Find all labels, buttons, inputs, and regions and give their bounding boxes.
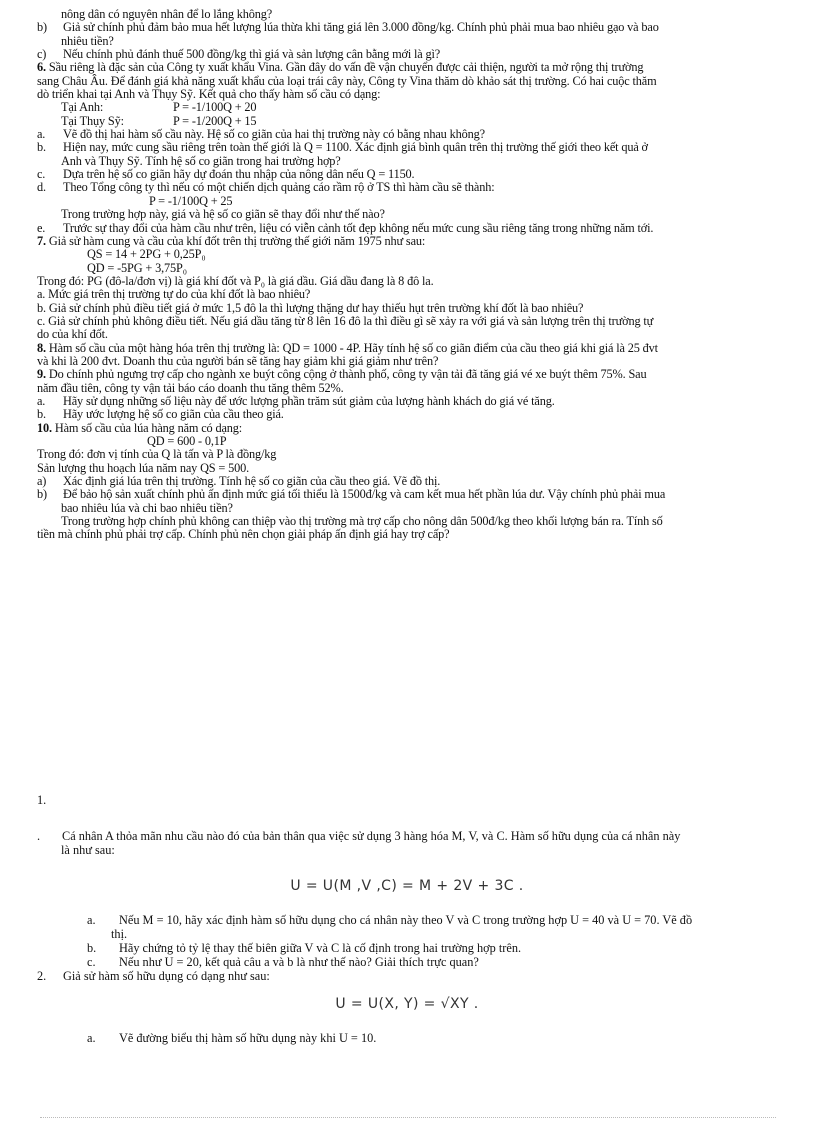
- text-line: Hiện nay, mức cung sầu riêng trên toàn thế giới là Q = 1100. Xác định giá bình quân trên thị trường thế giới theo kết quả ở: [63, 140, 648, 155]
- text-line: Anh và Thụy Sỹ. Tính hệ số co giãn trong hai trường hợp?: [61, 153, 341, 168]
- item-label: a.: [87, 1031, 96, 1045]
- question-number: 10.: [37, 420, 52, 435]
- text-line: Sản lượng thu hoạch lúa năm nay QS = 500.: [37, 460, 250, 475]
- text-line: Hàm số cầu của một hàng hóa trên thị trường là: QD = 1000 - 4P. Hãy tính hệ số co giãn điểm của cầu theo giá khi giá là 25 đvt: [48, 340, 658, 355]
- item-label: a.: [37, 127, 46, 142]
- equation: QS = 14 + 2PG + 0,25P₀: [87, 247, 206, 262]
- text-line: a. Mức giá trên thị trường tự do của khí đốt là bao nhiêu?: [37, 287, 311, 302]
- equation: QD = -5PG + 3,75P₀: [87, 260, 187, 275]
- question-number: 7.: [37, 233, 46, 248]
- text-line: nông dân có nguyên nhân để lo lắng không?: [61, 7, 273, 21]
- text-line: Do chính phủ ngưng trợ cấp cho ngành xe buýt công cộng ở thành phố, công ty vận tải đã tăng giá vé xe buýt thêm 75%. Sau: [48, 367, 647, 382]
- text-line: bao nhiêu lúa và chi bao nhiêu tiền?: [61, 500, 233, 515]
- text-line: Nếu như U = 20, kết quả câu a và b là như thế nào? Giải thích trực quan?: [119, 955, 479, 969]
- text-line: nhiêu tiền?: [61, 33, 114, 48]
- utility-equation-2: U = U(X, Y) = √XY .: [335, 996, 479, 1012]
- market-label: Tại Thụy Sỹ:: [61, 113, 124, 128]
- text-line: và khi là 200 đvt. Doanh thu của người bán sẽ tăng hay giảm khi giá giảm như trên?: [37, 353, 439, 368]
- text-line: Giả sử hàm cung và cầu của khí đốt trên thị trường thế giới năm 1975 như sau:: [48, 233, 426, 248]
- text-line: năm đầu tiên, công ty vận tải báo cáo doanh thu tăng thêm 52%.: [37, 380, 344, 395]
- item-label: a.: [87, 913, 96, 927]
- text-line: Hãy chứng tỏ tỷ lệ thay thế biên giữa V và C là cố định trong hai trường hợp trên.: [119, 941, 522, 955]
- item-label: c.: [87, 955, 96, 969]
- text-line: Hãy ước lượng hệ số co giãn của cầu theo giá.: [63, 407, 284, 422]
- utility-section: [37, 793, 777, 1045]
- text-line: Trong trường hợp chính phủ không can thiệp vào thị trường mà trợ cấp cho nông dân 500đ/kg theo khối lượng bán ra. Tính số: [61, 514, 663, 529]
- demand-uk: [37, 101, 777, 114]
- text-line: Sầu riêng là đặc sản của Công ty xuất khẩu Vina. Gần đây do vấn đề vận chuyển được cải thiện, người ta mở rộng thị trường: [48, 60, 644, 75]
- text-line: sang Châu Âu. Để đánh giá khả năng xuất khẩu của loại trái cây này, Công ty Vina thăm dò khảo sát thị trường. Có hai cuộc thăm: [37, 73, 657, 88]
- item-label: a): [37, 474, 47, 489]
- section-number: 2.: [37, 969, 47, 983]
- text-line: là như sau:: [61, 843, 115, 857]
- text-line: Vẽ đồ thị hai hàm số cầu này. Hệ số co giãn của hai thị trường này có bằng nhau không?: [63, 127, 485, 142]
- item-label: a.: [37, 393, 46, 408]
- text-line: Trong đó: đơn vị tính của Q là tấn và P là đồng/kg: [37, 447, 277, 462]
- market-label: Tại Anh:: [61, 100, 104, 115]
- equation: P = -1/100Q + 25: [149, 193, 233, 208]
- demand-switzerland: [37, 115, 777, 128]
- item-label: b.: [37, 140, 46, 155]
- text-line: Hãy sử dụng những số liệu này để ước lượng phần trăm sút giảm của lượng hành khách do giá vé tăng.: [63, 393, 555, 408]
- text-line: tiền mà chính phủ phải trợ cấp. Chính phủ nên chọn giải pháp ấn định giá hay trợ cấp?: [37, 527, 450, 542]
- utility-equation: U = U(M ,V ,C) = M + 2V + 3C .: [290, 878, 524, 894]
- text-line: c. Giả sử chính phủ không điều tiết. Nếu giá dầu tăng từ 8 lên 16 đô la thì điều gì sẽ xảy ra với giá và sản lượng trên thị trường tự: [37, 313, 654, 328]
- item-label: d.: [37, 180, 46, 195]
- question-number: 8.: [37, 340, 46, 355]
- equation: P = -1/200Q + 15: [173, 113, 257, 128]
- text-line: do của khí đốt.: [37, 327, 108, 342]
- text-line: Hàm số cầu của lúa hàng năm có dạng:: [54, 420, 243, 435]
- equation: QD = 600 - 0,1P: [147, 434, 227, 448]
- text-line: Trong trường hợp này, giá và hệ số co giãn sẽ thay đổi như thế nào?: [61, 207, 385, 222]
- item-label: b.: [87, 941, 97, 955]
- item-label: c): [37, 47, 47, 62]
- document-page: [37, 8, 777, 542]
- question-number: 9.: [37, 367, 46, 382]
- text-line: Nếu chính phủ đánh thuế 500 đồng/kg thì giá và sản lượng cân bằng mới là gì?: [63, 47, 441, 62]
- question-number: 6.: [37, 60, 46, 75]
- item-label: c.: [37, 167, 46, 182]
- equation: P = -1/100Q + 20: [173, 100, 257, 115]
- text-line: Giả sử hàm số hữu dụng có dạng như sau:: [63, 969, 270, 983]
- text-line: thị.: [111, 927, 128, 941]
- text-line: Xác định giá lúa trên thị trường. Tính hệ số co giãn của cầu theo giá. Vẽ đồ thị.: [63, 474, 441, 489]
- text-line: Trước sự thay đổi của hàm cầu như trên, liệu có viễn cảnh tốt đẹp không nếu mức cung sầu riêng tăng trong những năm tới.: [63, 220, 654, 235]
- page-bottom-rule: [40, 1117, 776, 1118]
- text-line: Trong đó: PG (đô-la/đơn vị) là giá khí đốt và P₀ là giá dầu. Giá dầu đang là 8 đô la.: [37, 273, 434, 288]
- text-line: Vẽ đường biểu thị hàm số hữu dụng này khi U = 10.: [119, 1031, 377, 1045]
- text-line: Giả sử chính phủ đảm bảo mua hết lượng lúa thừa khi tăng giá lên 3.000 đồng/kg. Chính phủ phải mua bao nhiêu gạo và bao: [63, 20, 659, 35]
- text-line: Để bảo hộ sản xuất chính phủ ấn định mức giá tối thiểu là 1500đ/kg và cam kết mua hết phần lúa dư. Vậy chính phủ phải mua: [63, 487, 666, 502]
- item-label: b.: [37, 407, 46, 422]
- section-number: 1.: [37, 793, 47, 807]
- text-line: Dựa trên hệ số co giãn hãy dự đoán thu nhập của nông dân nếu Q = 1150.: [63, 167, 415, 182]
- text-line: dò triển khai tại Anh và Thụy Sỹ. Kết quả cho thấy hàm số cầu có dạng:: [37, 87, 381, 102]
- item-label: e.: [37, 220, 46, 235]
- text-line: Theo Tổng công ty thì nếu có một chiến dịch quảng cáo rầm rộ ở TS thì hàm cầu sẽ thành:: [63, 180, 495, 195]
- bullet-dot: .: [37, 829, 41, 843]
- item-label: b): [37, 487, 47, 502]
- text-line: b. Giả sử chính phủ điều tiết giá ở mức 1,5 đô la thì lượng thặng dư hay thiếu hụt trên trường khí đốt là bao nhiêu?: [37, 300, 584, 315]
- text-line: Cá nhân A thỏa mãn nhu cầu nào đó của bản thân qua việc sử dụng 3 hàng hóa M, V, và C. Hàm số hữu dụng của cá nhân này: [62, 829, 681, 843]
- item-label: b): [37, 20, 47, 35]
- text-line: Nếu M = 10, hãy xác định hàm số hữu dụng cho cá nhân này theo V và C trong trường hợp U = 40 và U = 70. Vẽ đồ: [119, 913, 693, 927]
